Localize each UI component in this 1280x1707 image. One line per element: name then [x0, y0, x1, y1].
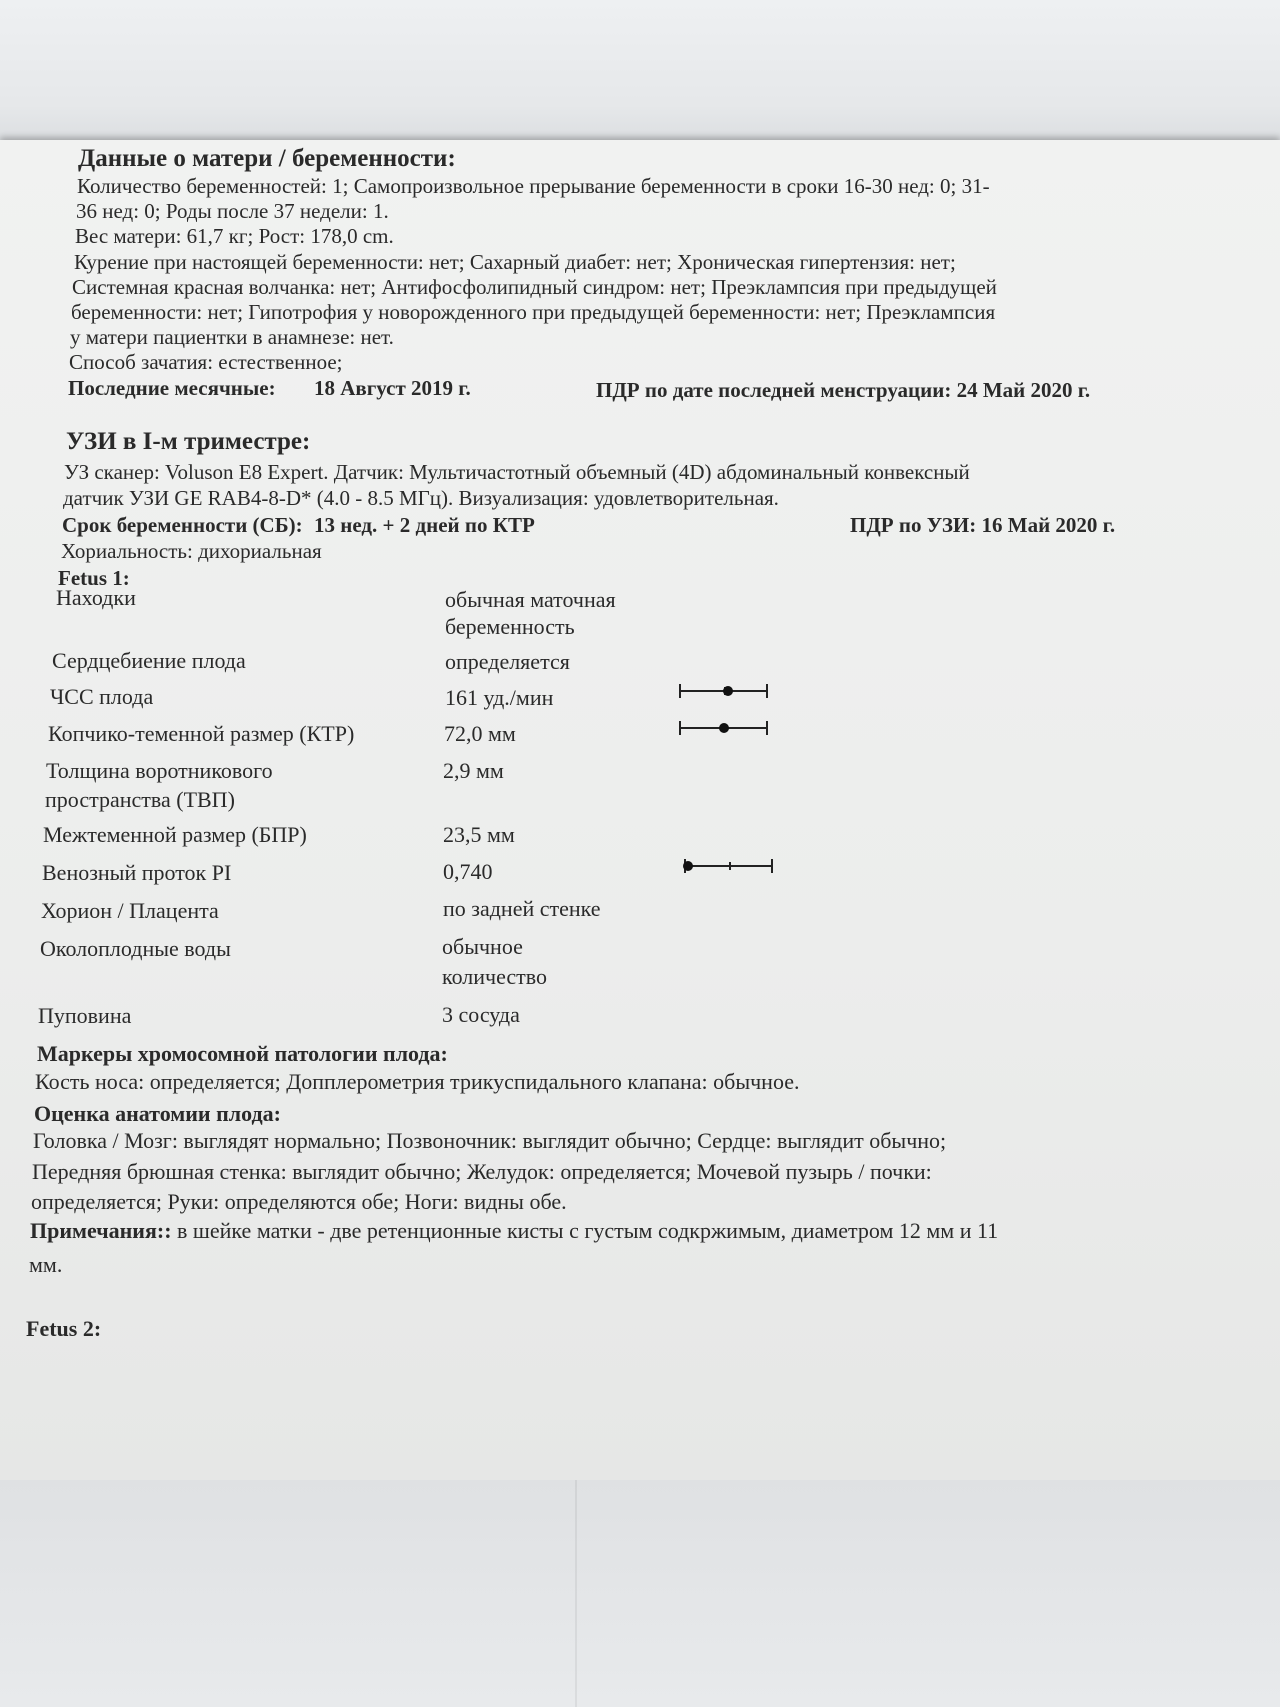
- row-value: 3 сосуда: [442, 1002, 520, 1027]
- markers-heading: Маркеры хромосомной патологии плода:: [37, 1041, 448, 1066]
- row-value: обычное: [442, 934, 523, 959]
- row-label: Околоплодные воды: [40, 936, 231, 961]
- mother-line: Количество беременностей: 1; Самопроизвольное прерывание беременности в сроки 16-30 нед: 0; 31-: [77, 174, 990, 198]
- scanner-line: УЗ сканер: Voluson E8 Expert. Датчик: Мультичастотный объемный (4D) абдоминальный конвексный: [64, 460, 970, 484]
- mother-line: Курение при настоящей беременности: нет; Сахарный диабет: нет; Хроническая гипертензия: нет;: [74, 250, 956, 274]
- notes-line: [30, 1218, 998, 1244]
- mother-line: беременности: нет; Гипотрофия у новорожденного при предыдущей беременности: нет; Преэклампсия: [71, 300, 996, 324]
- notes-text-continued: мм.: [29, 1252, 63, 1277]
- fetus1-heading: Fetus 1:: [58, 566, 130, 590]
- row-label: Сердцебиение плода: [52, 648, 246, 673]
- anatomy-line: Головка / Мозг: выглядят нормально; Позвоночник: выглядит обычно; Сердце: выглядит обычно;: [33, 1128, 947, 1153]
- mother-line: Системная красная волчанка: нет; Антифосфолипидный синдром: нет; Преэклампсия при предыдущей: [72, 275, 997, 299]
- crl-range-marker: [679, 721, 768, 735]
- notes-text: в шейке матки - две ретенционные кисты с густым содкржимым, диаметром 12 мм и 11: [171, 1218, 999, 1243]
- mother-line: у матери пациентки в анамнезе: нет.: [70, 325, 394, 349]
- edd-by-us: ПДР по УЗИ: 16 Май 2020 г.: [850, 513, 1116, 537]
- row-label: Пуповина: [38, 1003, 132, 1028]
- row-value: количество: [442, 964, 548, 989]
- lmp-value: 18 Август 2019 г.: [314, 376, 471, 400]
- background-page-bottom: [0, 1480, 1280, 1707]
- ga-value: 13 нед. + 2 дней по КТР: [314, 513, 535, 537]
- scanner-line: датчик УЗИ GE RAB4-8-D* (4.0 - 8.5 МГц). Визуализация: удовлетворительная.: [63, 486, 779, 510]
- edd-by-lmp: ПДР по дате последней менструации: 24 Май 2020 г.: [596, 378, 1091, 402]
- row-value: 2,9 мм: [443, 758, 504, 783]
- row-label: Копчико-теменной размер (КТР): [48, 721, 355, 746]
- ductus-pi-percentile-dot: [683, 861, 693, 871]
- row-value: по задней стенке: [443, 896, 601, 921]
- row-value: 72,0 мм: [444, 721, 516, 746]
- row-label: Венозный проток PI: [42, 860, 232, 885]
- anatomy-line: определяется; Руки: определяются обе; Ноги: видны обе.: [31, 1189, 567, 1214]
- markers-text: Кость носа: определяется; Допплерометрия трикуспидального клапана: обычное.: [35, 1069, 800, 1094]
- notes-label: Примечания::: [30, 1218, 172, 1243]
- row-value: обычная маточная: [445, 587, 616, 612]
- mother-line: Способ зачатия: естественное;: [69, 350, 343, 374]
- fetus2-heading: Fetus 2:: [26, 1316, 102, 1341]
- row-label: Находки: [56, 585, 136, 610]
- row-value: 23,5 мм: [443, 822, 515, 847]
- row-value: 161 уд./мин: [445, 685, 554, 710]
- crl-percentile-dot: [719, 723, 729, 733]
- heart-rate-range-marker: [679, 684, 768, 698]
- mother-line: Вес матери: 61,7 кг; Рост: 178,0 cm.: [75, 224, 394, 248]
- mother-heading: Данные о матери / беременности:: [78, 145, 456, 172]
- row-label: Хорион / Плацента: [41, 898, 219, 923]
- background-page-top: [0, 0, 1280, 150]
- mother-line: 36 нед: 0; Роды после 37 недели: 1.: [76, 199, 389, 223]
- anatomy-heading: Оценка анатомии плода:: [34, 1101, 281, 1126]
- row-label: Толщина воротникового: [46, 758, 273, 783]
- paper-fold: [575, 1480, 577, 1707]
- anatomy-line: Передняя брюшная стенка: выглядит обычно; Желудок: определяется; Мочевой пузырь / почки:: [32, 1159, 932, 1184]
- heart-rate-percentile-dot: [723, 686, 733, 696]
- row-value: беременность: [445, 614, 575, 639]
- row-label: Межтеменной размер (БПР): [43, 822, 307, 847]
- ductus-pi-range-marker: [684, 859, 773, 873]
- row-value: 0,740: [443, 859, 493, 884]
- chorionicity: Хориальность: дихориальная: [61, 539, 322, 563]
- row-value: определяется: [445, 649, 570, 674]
- row-label: пространства (ТВП): [45, 787, 235, 812]
- row-label: ЧСС плода: [50, 684, 154, 709]
- us-heading: УЗИ в I-м триместре:: [66, 428, 311, 455]
- ga-label: Срок беременности (СБ):: [62, 513, 303, 537]
- lmp-label: Последние месячные:: [68, 376, 276, 400]
